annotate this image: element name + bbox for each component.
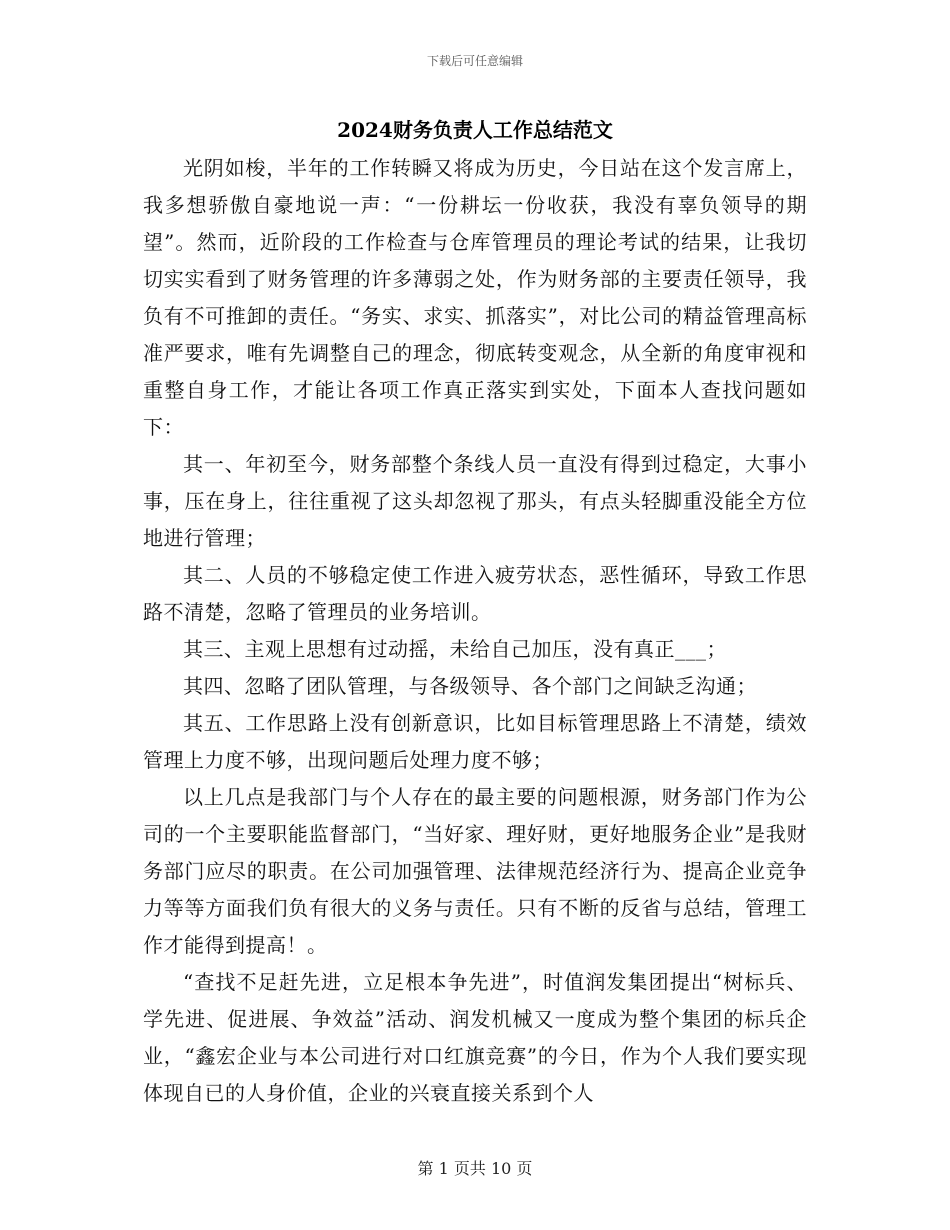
- paragraph-issue-2: 其二、人员的不够稳定使工作进入疲劳状态，恶性循环，导致工作思路不清楚，忽略了管理员的业务培训。: [143, 563, 807, 624]
- paragraph-issue-4: 其四、忽略了团队管理，与各级领导、各个部门之间缺乏沟通；: [183, 674, 757, 698]
- paragraph-intro: 光阴如梭，半年的工作转瞬又将成为历史，今日站在这个发言席上，我多想骄傲自豪地说一声：“一份耕坛一份收获，我没有辜负领导的期望”。然而，近阶段的工作检查与仓库管理员的理论考试的结果，让我切切实实看到了财务管理的许多薄弱之处，作为财务部的主要责任领导，我负有不可推卸的责任。“务实、求实、抓落实”，对比公司的精益管理高标准严要求，唯有先调整自己的理念，彻底转变观念，从全新的角度审视和重整自身工作，才能让各项工作真正落实到实处，下面本人查找问题如下：: [143, 156, 807, 439]
- document-body: [143, 150, 807, 1112]
- paragraph-issue-1: 其一、年初至今，财务部整个条线人员一直没有得到过稳定，大事小事，压在身上，往往重视了这头却忽视了那头，有点头轻脚重没能全方位地进行管理；: [143, 452, 807, 550]
- paragraph-competition: “查找不足赶先进，立足根本争先进”，时值润发集团提出“树标兵、学先进、促进展、争效益”活动、润发机械又一度成为整个集团的标兵企业，“鑫宏企业与本公司进行对口红旗竞赛”的今日，作为个人我们要实现体现自已的人身价值，企业的兴衰直接关系到个人: [143, 970, 807, 1105]
- page-header: 下载后可任意编辑: [426, 54, 523, 68]
- paragraph-issue-5: 其五、工作思路上没有创新意识，比如目标管理思路上不清楚，绩效管理上力度不够，出现问题后处理力度不够；: [143, 711, 807, 772]
- paragraph-summary: 以上几点是我部门与个人存在的最主要的问题根源，财务部门作为公司的一个主要职能监督部门，“当好家、理好财，更好地服务企业”是我财务部门应尽的职责。在公司加强管理、法律规范经济行为、提高企业竞争力等等方面我们负有很大的义务与责任。只有不断的反省与总结，管理工作才能得到提高！。: [143, 785, 807, 957]
- paragraph-issue-3: 其三、主观上思想有过动摇，未给自己加压，没有真正___；: [183, 637, 727, 661]
- page-footer: 第 1 页共 10 页: [417, 1159, 533, 1178]
- document-title: 2024财务负责人工作总结范文: [337, 118, 613, 142]
